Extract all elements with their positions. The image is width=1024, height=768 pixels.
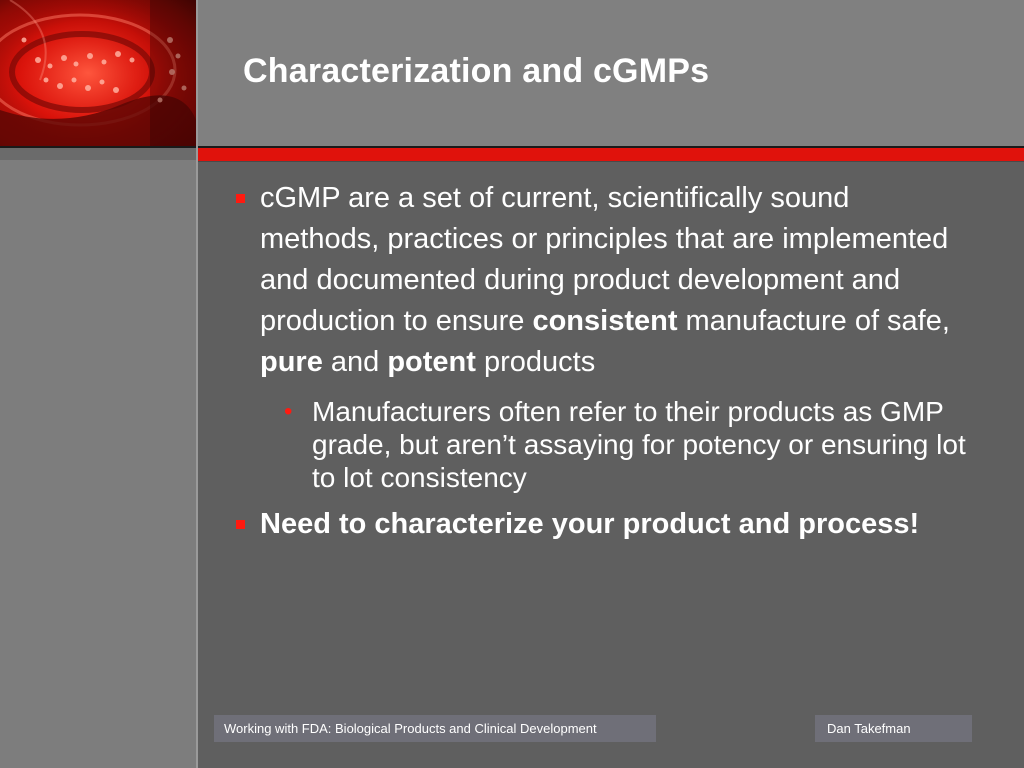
bullet-emphasis: pure bbox=[260, 346, 323, 378]
bullet-text: manufacture of safe, bbox=[677, 305, 950, 337]
sub-bullet-item bbox=[234, 395, 974, 494]
bullet-text: Need to characterize your product and process! bbox=[260, 508, 920, 540]
bullet-item bbox=[234, 508, 974, 541]
bullet-text: products bbox=[475, 346, 596, 378]
corner-photo bbox=[0, 0, 196, 146]
bullet-item bbox=[234, 178, 974, 383]
bullet-text: and bbox=[322, 346, 388, 378]
footer-presenter-name: Dan Takefman bbox=[815, 715, 972, 742]
slide-title: Characterization and cGMPs bbox=[243, 52, 710, 90]
corner-photo-art bbox=[0, 0, 196, 146]
bullet-list bbox=[234, 178, 974, 541]
bullet-text: cGMP are a set of current, scientifically sound methods, practices or principles that are implemented and documented during product development and production to ensure bbox=[260, 182, 949, 337]
header-rule-red bbox=[198, 148, 1024, 161]
red-dot-bullet-icon: • bbox=[284, 398, 293, 425]
red-square-bullet-icon bbox=[236, 520, 245, 529]
sub-bullet-text: Manufacturers often refer to their products as GMP grade, but aren’t assaying for potency or ensuring lot to lot consistency bbox=[312, 396, 966, 493]
bullet-emphasis: consistent bbox=[532, 305, 678, 337]
red-square-bullet-icon bbox=[236, 194, 245, 203]
footer-presentation-title: Working with FDA: Biological Products and Clinical Development bbox=[214, 715, 656, 742]
left-sidebar-column bbox=[0, 160, 196, 768]
bullet-emphasis: potent bbox=[387, 346, 476, 378]
